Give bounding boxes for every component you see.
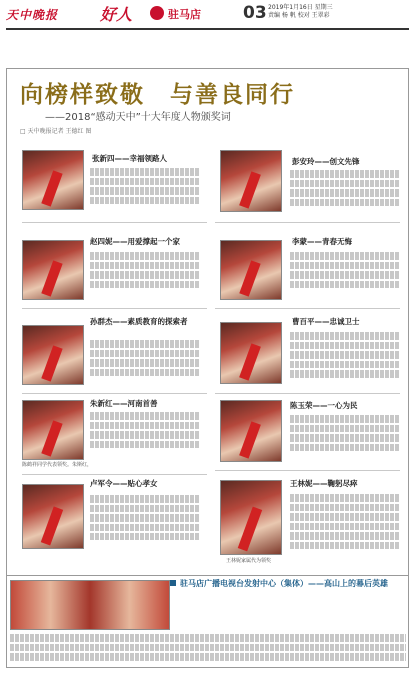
card-divider xyxy=(215,222,400,223)
masthead-rule xyxy=(6,28,409,30)
feature-subtitle: ——2018“感动天中”十大年度人物颁奖词 xyxy=(45,112,231,123)
honoree-photo xyxy=(220,480,282,555)
page-number: 03 xyxy=(243,3,267,23)
sash-icon xyxy=(41,421,62,457)
sash-icon xyxy=(41,171,62,207)
square-bullet-icon xyxy=(170,580,176,586)
region-label: 驻马店 xyxy=(168,8,201,21)
honoree-photo xyxy=(22,400,84,460)
honoree-text xyxy=(90,168,200,210)
bottom-rule xyxy=(6,575,409,576)
photo-caption: 王林妮家属代为领奖 xyxy=(226,558,272,564)
card-divider xyxy=(22,393,207,394)
honoree-name: 朱新红——河南首善 xyxy=(90,399,158,408)
sash-icon xyxy=(41,506,63,545)
feature-title: 向榜样致敬 与善良同行 xyxy=(20,82,295,108)
honoree-text xyxy=(290,170,400,212)
honoree-name: 彭安玲——创文先锋 xyxy=(292,157,360,166)
honoree-photo xyxy=(220,400,282,462)
honoree-photo xyxy=(22,484,84,549)
honoree-text xyxy=(90,340,200,382)
honoree-photo xyxy=(220,150,282,212)
honoree-text xyxy=(290,332,400,380)
honoree-photo xyxy=(22,150,84,210)
card-divider xyxy=(22,308,207,309)
honoree-name: 李蒙——青春无悔 xyxy=(292,237,352,246)
bottom-story-text xyxy=(10,634,406,662)
date-text: 2019年1月16日 星期三 xyxy=(268,4,333,11)
honoree-text xyxy=(90,252,200,294)
sash-icon xyxy=(238,506,262,551)
group-photo xyxy=(10,580,170,630)
honoree-text xyxy=(90,412,200,454)
sash-icon xyxy=(239,343,261,380)
honoree-photo xyxy=(22,325,84,385)
honoree-name: 陈玉荣——一心为民 xyxy=(290,401,358,410)
newspaper-logo: 天中晚报 xyxy=(6,8,59,22)
editors-text: 责编 杨 帆 校对 王翠彩 xyxy=(268,12,330,19)
sash-icon xyxy=(41,346,62,382)
bottom-story-title: 驻马店广播电视台发射中心（集体）——高山上的幕后英雄 xyxy=(180,579,388,588)
honoree-name: 赵四妮——用爱撑起一个家 xyxy=(90,237,180,246)
honoree-text xyxy=(90,495,200,540)
card-divider xyxy=(215,308,400,309)
sash-icon xyxy=(239,171,261,208)
honoree-text xyxy=(290,415,400,460)
honoree-text xyxy=(290,494,400,554)
card-divider xyxy=(22,222,207,223)
honoree-photo xyxy=(22,240,84,300)
honoree-name: 曹百平——忠诚卫士 xyxy=(292,317,360,326)
card-divider xyxy=(215,470,400,471)
honoree-text xyxy=(290,252,400,294)
feature-byline: □ 天中晚报记者 王德红 图 xyxy=(20,128,92,135)
honoree-name: 卢军令——贴心孝女 xyxy=(90,479,158,488)
sash-icon xyxy=(239,421,261,458)
honoree-name: 王林妮——鞠躬尽瘁 xyxy=(290,479,358,488)
honoree-name: 孙群杰——素质教育的探索者 xyxy=(90,317,188,326)
sash-icon xyxy=(41,261,62,297)
honoree-photo xyxy=(220,322,282,384)
dateline xyxy=(268,4,333,20)
logo-badge-icon xyxy=(150,6,164,20)
honoree-name: 张新四——幸福领路人 xyxy=(92,154,167,163)
honoree-photo xyxy=(220,240,282,300)
card-divider xyxy=(22,474,207,475)
supplement-logo: 好人 xyxy=(100,5,133,24)
photo-caption: 陈鹤祥同学代表领奖。朱斯红， xyxy=(22,462,93,468)
card-divider xyxy=(215,393,400,394)
sash-icon xyxy=(239,261,260,297)
